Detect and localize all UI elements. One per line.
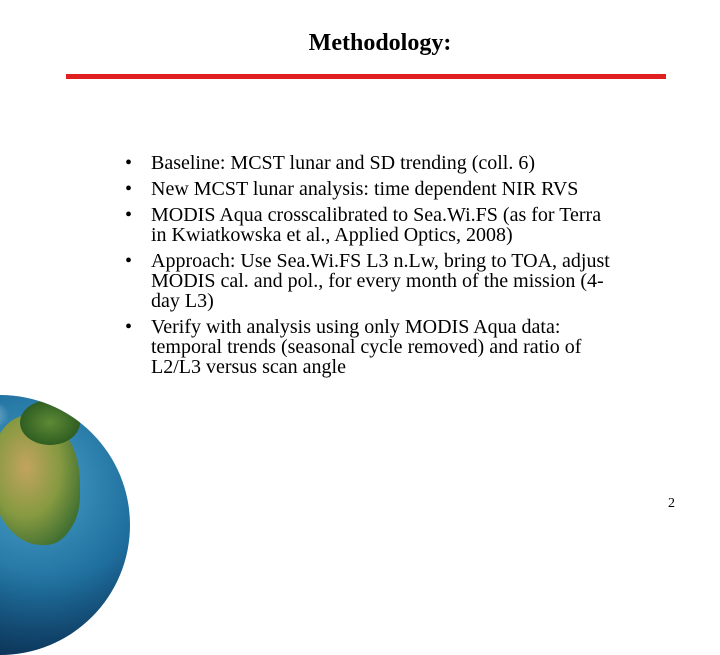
bullet-item bbox=[118, 205, 618, 245]
title-underline-rule bbox=[66, 74, 666, 79]
bullet-item bbox=[118, 153, 618, 173]
bullet-dot-icon: • bbox=[125, 250, 133, 272]
page-number: 2 bbox=[668, 496, 675, 511]
bullet-text: Verify with analysis using only MODIS Aqua data: temporal trends (seasonal cycle removed) and ratio of L2/L3 versus scan angle bbox=[151, 316, 582, 378]
bullet-list bbox=[118, 153, 618, 383]
bullet-text: Approach: Use Sea.Wi.FS L3 n.Lw, bring to TOA, adjust MODIS cal. and pol., for every month of the mission (4-day L3) bbox=[151, 250, 610, 312]
earth-globe-image bbox=[0, 395, 130, 655]
bullet-item bbox=[118, 251, 618, 311]
bullet-dot-icon: • bbox=[125, 316, 133, 338]
bullet-text: Baseline: MCST lunar and SD trending (coll. 6) bbox=[151, 152, 536, 174]
bullet-dot-icon: • bbox=[125, 204, 133, 226]
bullet-dot-icon: • bbox=[125, 178, 133, 200]
bullet-item bbox=[118, 179, 618, 199]
bullet-dot-icon: • bbox=[125, 152, 133, 174]
globe-shading bbox=[0, 395, 130, 655]
bullet-item bbox=[118, 317, 618, 377]
bullet-text: MODIS Aqua crosscalibrated to Sea.Wi.FS (as for Terra in Kwiatkowska et al., Applied Optics, 2008) bbox=[151, 204, 602, 246]
slide-title: Methodology: bbox=[308, 30, 452, 56]
bullet-text: New MCST lunar analysis: time dependent NIR RVS bbox=[151, 178, 579, 200]
